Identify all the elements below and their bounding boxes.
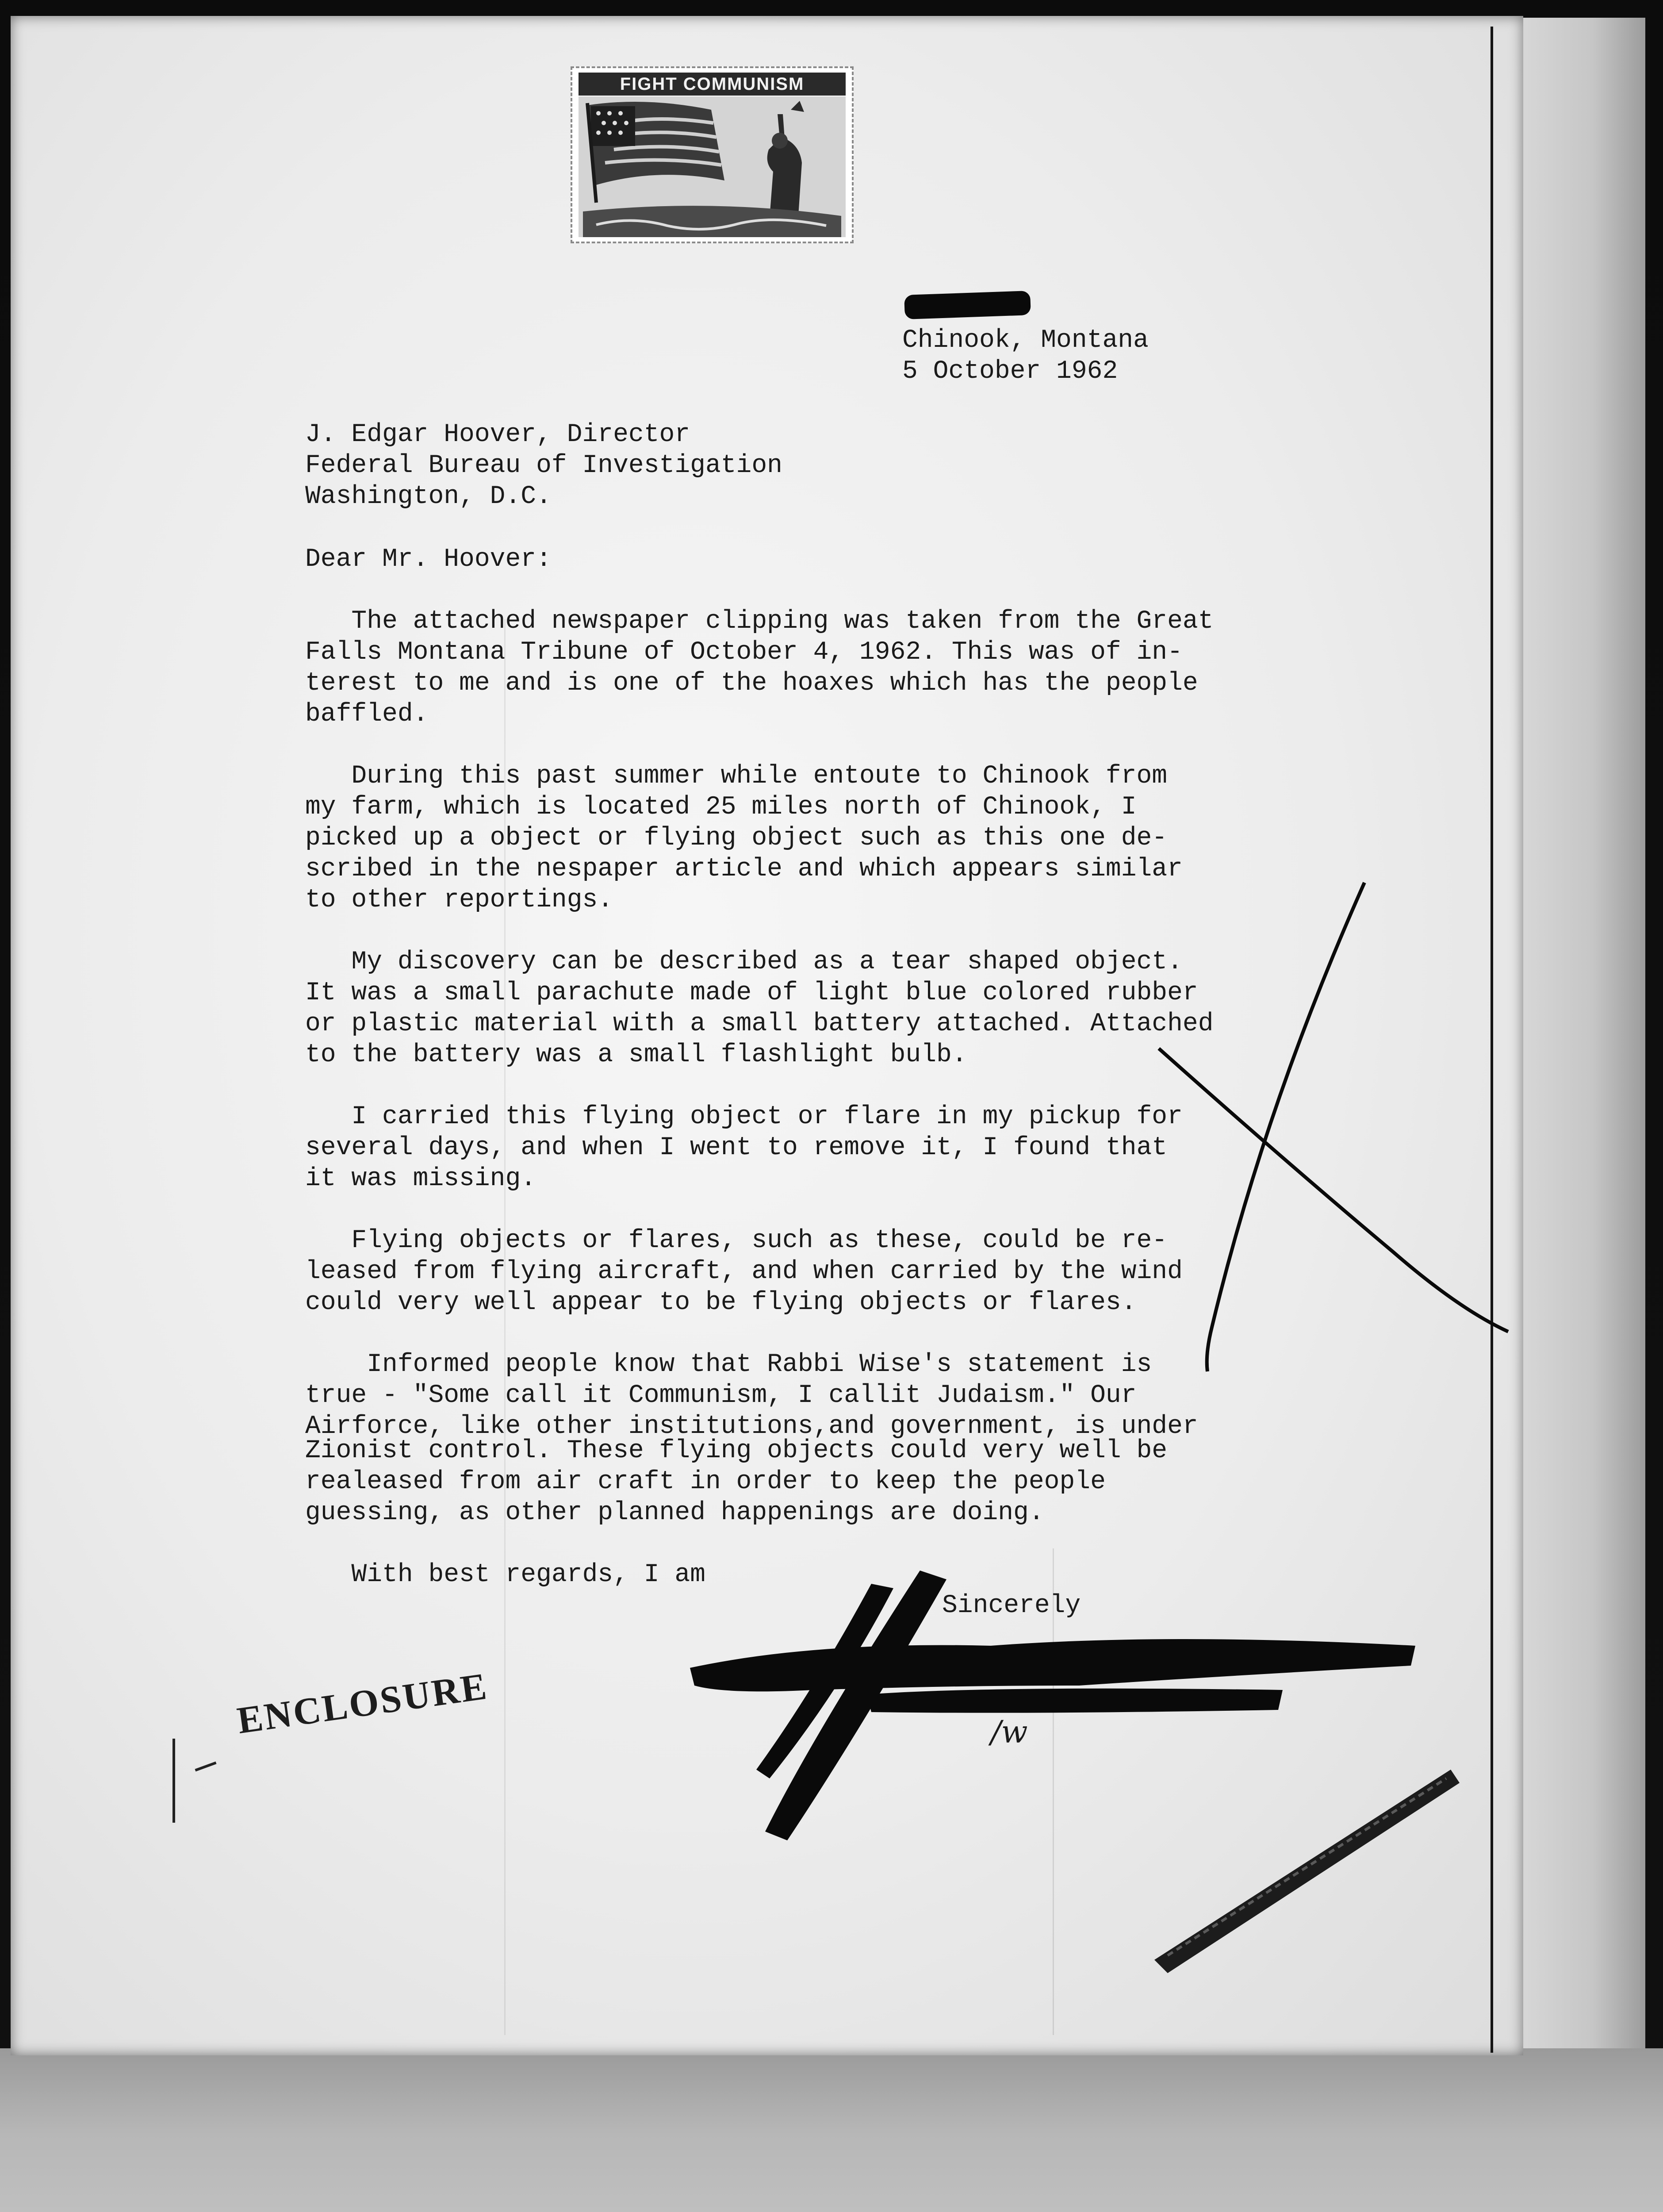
paragraph-line: realeased from air craft in order to keep the people (305, 1467, 1106, 1496)
enclosure-stamp: ENCLOSURE (234, 1664, 491, 1742)
paragraph-line: or plastic material with a small battery attached. Attached (305, 1010, 1214, 1038)
handwritten-initials: /w (991, 1714, 1028, 1750)
paragraph-line: Zionist control. These flying objects could very well be (305, 1436, 1168, 1465)
recipient-agency: Federal Bureau of Investigation (305, 451, 782, 480)
paragraph-line: Informed people know that Rabbi Wise's statement is (305, 1350, 1152, 1379)
fight-communism-stamp (571, 66, 854, 243)
film-edge-right (1513, 18, 1645, 2053)
film-edge-bottom (0, 2048, 1663, 2212)
closing: With best regards, I am (305, 1560, 705, 1589)
pen-strike (1141, 1761, 1473, 1982)
sender-location: Chinook, Montana (902, 326, 1149, 355)
salutation: Dear Mr. Hoover: (305, 545, 552, 574)
paragraph-line: My discovery can be described as a tear shaped object. (305, 948, 1183, 976)
flag-and-statue-of-liberty-icon (579, 96, 846, 237)
paragraph-line: to the battery was a small flashlight bulb. (305, 1041, 967, 1069)
redaction-bar (904, 291, 1031, 319)
paragraph-line: several days, and when I went to remove it, I found that (305, 1133, 1168, 1162)
signoff: Sincerely (942, 1591, 1081, 1620)
recipient-name: J. Edgar Hoover, Director (305, 420, 690, 449)
paragraph-line: it was missing. (305, 1164, 536, 1193)
paragraph-line: guessing, as other planned happenings are doing. (305, 1498, 1044, 1527)
paragraph-line: scribed in the nespaper article and which appears similar (305, 855, 1183, 883)
paragraph-line: terest to me and is one of the hoaxes which has the people (305, 669, 1198, 698)
paragraph-line: During this past summer while entoute to Chinook from (305, 762, 1168, 791)
paragraph-line: I carried this flying object or flare in my pickup for (305, 1102, 1183, 1131)
paragraph-line: leased from flying aircraft, and when carried by the wind (305, 1257, 1183, 1286)
paragraph-line: Falls Montana Tribune of October 4, 1962. This was of in- (305, 638, 1183, 667)
stamp-banner: FIGHT COMMUNISM (579, 73, 846, 96)
paragraph-line: to other reportings. (305, 886, 613, 914)
paragraph-line: The attached newspaper clipping was taken from the Great (305, 607, 1214, 636)
paragraph-line: It was a small parachute made of light blue colored rubber (305, 979, 1198, 1007)
margin-rule (1491, 27, 1493, 2053)
paragraph-line: baffled. (305, 700, 429, 729)
paragraph-line: true - "Some call it Communism, I callit Judaism." Our (305, 1381, 1137, 1410)
paragraph-line: could very well appear to be flying objects or flares. (305, 1288, 1137, 1317)
paragraph-line: picked up a object or flying object such as this one de- (305, 824, 1168, 853)
paragraph-line: Airforce, like other institutions,and government, is under (305, 1412, 1198, 1441)
enclosure-mark (172, 1739, 175, 1823)
letter-date: 5 October 1962 (902, 357, 1118, 386)
recipient-city: Washington, D.C. (305, 482, 552, 511)
paragraph-line: my farm, which is located 25 miles north of Chinook, I (305, 793, 1137, 822)
paragraph-line: Flying objects or flares, such as these, could be re- (305, 1226, 1168, 1255)
